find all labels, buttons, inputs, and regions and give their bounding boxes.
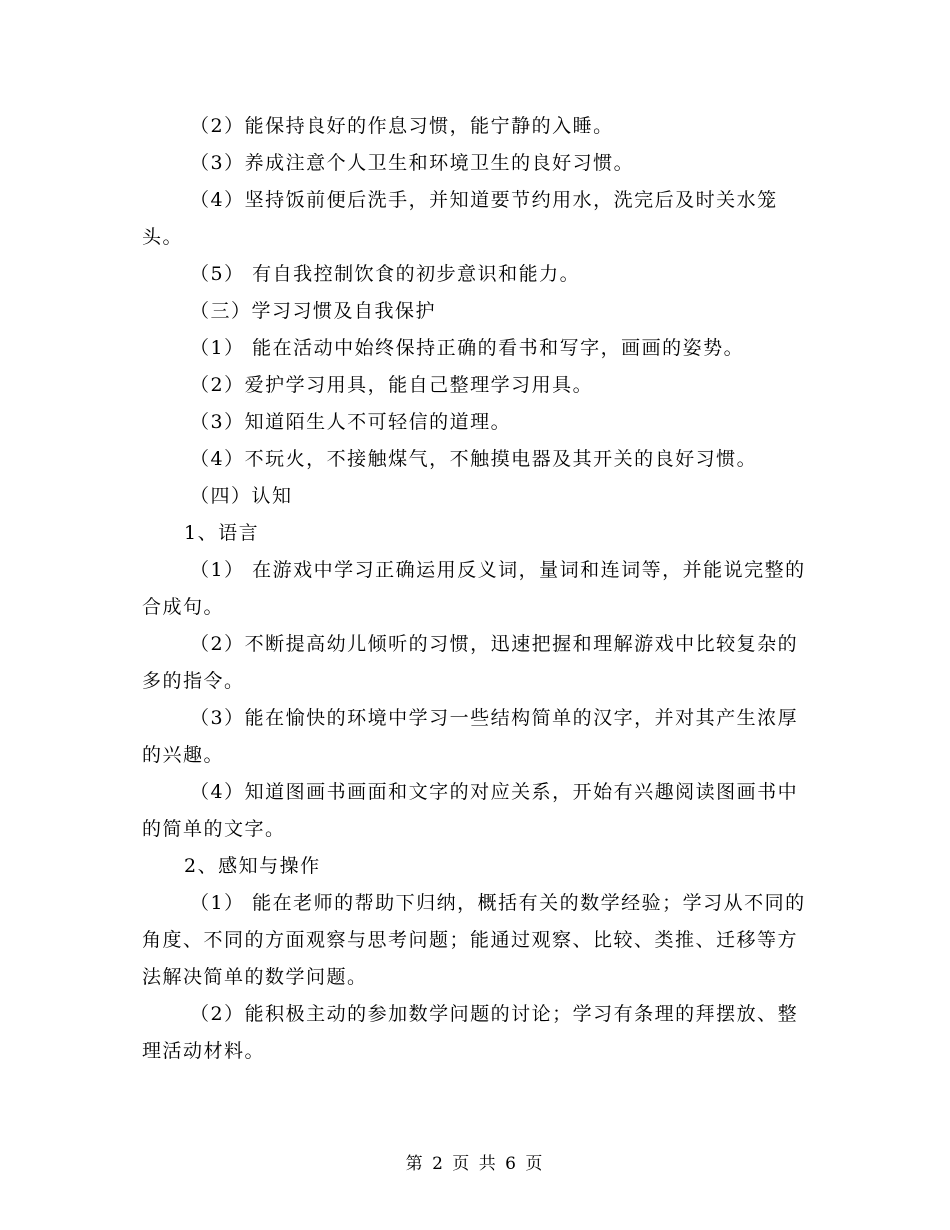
subheading-perception: 2、感知与操作 <box>184 855 321 877</box>
paragraph-language-4: （4）知道图画书画面和文字的对应关系，开始有兴趣阅读图画书中的简单的文字。 <box>142 781 799 840</box>
paragraph-sleep-habit: （2）能保持良好的作息习惯，能宁静的入睡。 <box>190 115 614 137</box>
section-heading-cognition: （四）认知 <box>190 485 293 507</box>
paragraph-language-3: （3）能在愉快的环境中学习一些结构简单的汉字，并对其产生浓厚的兴趣。 <box>142 707 799 766</box>
paragraph-perception-2: （2）能积极主动的参加数学问题的讨论；学习有条理的拜摆放、整理活动材料。 <box>142 1003 799 1062</box>
paragraph-hygiene-habit: （3）养成注意个人卫生和环境卫生的良好习惯。 <box>190 152 635 174</box>
subheading-language: 1、语言 <box>184 522 260 544</box>
paragraph-diet-control: （5） 有自我控制饮食的初步意识和能力。 <box>190 263 581 285</box>
paragraph-language-2: （2）不断提高幼儿倾听的习惯，迅速把握和理解游戏中比较复杂的多的指令。 <box>142 633 799 692</box>
document-body <box>142 108 810 1070</box>
page-number-footer: 第 2 页 共 6 页 <box>405 1154 545 1174</box>
paragraph-strangers: （3）知道陌生人不可轻信的道理。 <box>190 411 512 433</box>
section-heading-study-habits: （三）学习习惯及自我保护 <box>190 300 437 322</box>
paragraph-safety: （4）不玩火，不接触煤气，不触摸电器及其开关的良好习惯。 <box>190 448 758 470</box>
paragraph-language-1: （1） 在游戏中学习正确运用反义词，量词和连词等，并能说完整的合成句。 <box>142 559 806 618</box>
paragraph-study-tools: （2）爱护学习用具，能自己整理学习用具。 <box>190 374 594 396</box>
paragraph-posture: （1） 能在活动中始终保持正确的看书和写字，画画的姿势。 <box>190 337 745 359</box>
paragraph-handwashing: （4）坚持饭前便后洗手，并知道要节约用水，洗完后及时关水笼头。 <box>142 189 778 248</box>
paragraph-perception-1: （1） 能在老师的帮助下归纳，概括有关的数学经验；学习从不同的角度、不同的方面观察与思考问题；能通过观察、比较、类推、迁移等方法解决简单的数学问题。 <box>142 892 806 988</box>
